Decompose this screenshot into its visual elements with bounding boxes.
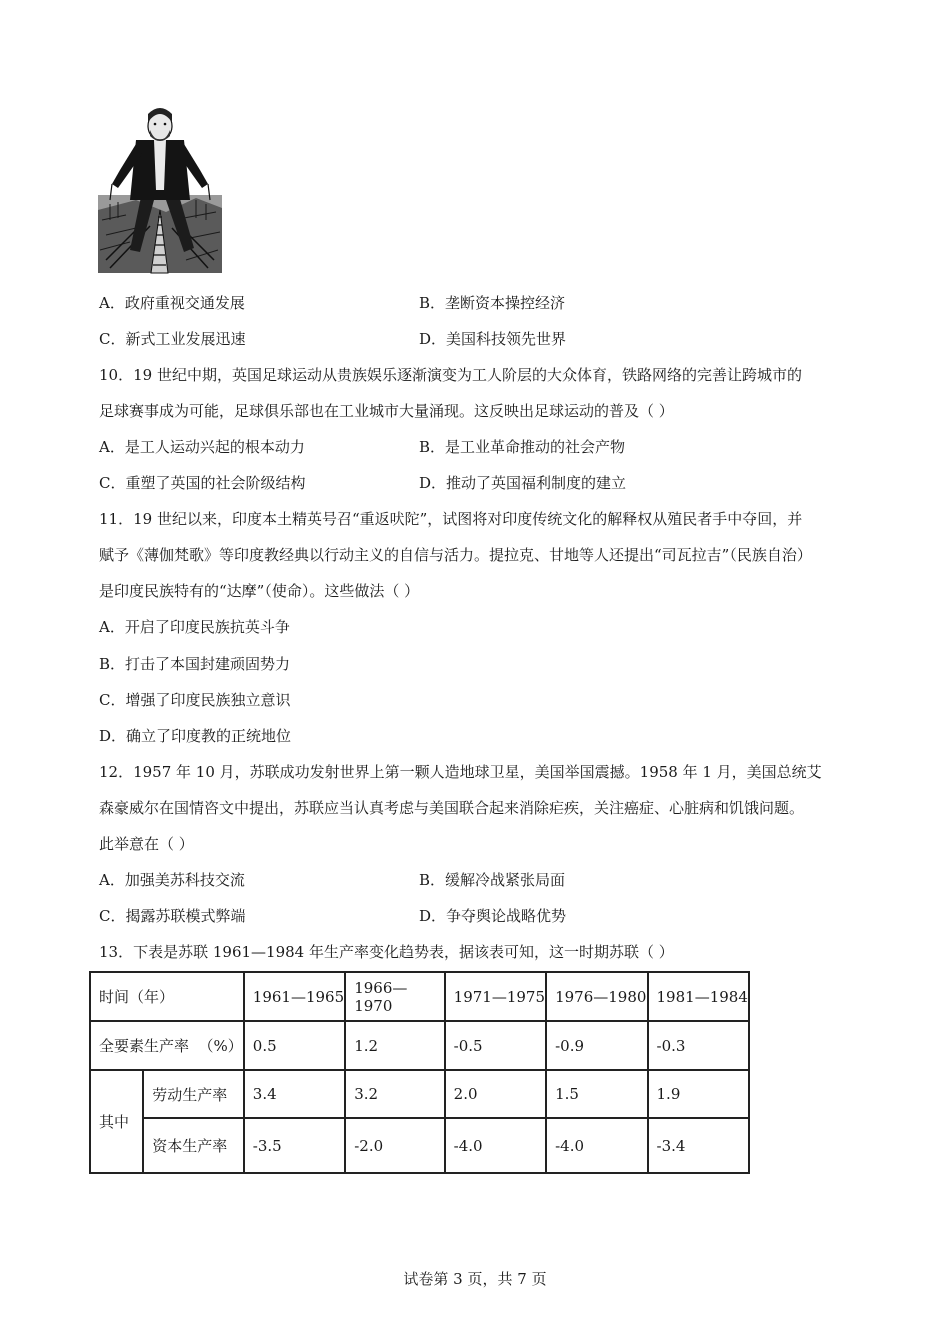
period-cell: 1961—1965 xyxy=(244,972,345,1021)
value-cell: -4.0 xyxy=(546,1118,647,1173)
q12-stem-line2: 森豪威尔在国情咨文中提出，苏联应当认真考虑与美国联合起来消除疟疾，关注癌症、心脏病和饥饿问题。 xyxy=(99,799,805,817)
cartoon-illustration xyxy=(96,100,224,275)
group-label: 其中 xyxy=(90,1070,143,1173)
q12-stem-line1: 12．1957 年 10 月，苏联成功发射世界上第一颗人造地球卫星，美国举国震撼。1958 年 1 月，美国总统艾 xyxy=(99,763,822,781)
q11-stem-line2: 赋予《薄伽梵歌》等印度教经典以行动主义的自信与活力。提拉克、甘地等人还提出“司瓦拉吉”（民族自治） xyxy=(99,546,812,564)
productivity-table xyxy=(89,971,750,1174)
q10-option-a: A．是工人运动兴起的根本动力 xyxy=(99,438,305,456)
value-cell: -3.4 xyxy=(648,1118,749,1173)
q9-option-a: A．政府重视交通发展 xyxy=(99,294,245,312)
value-cell: -0.5 xyxy=(445,1021,546,1070)
header-label: 时间（年） xyxy=(90,972,244,1021)
table-row xyxy=(90,972,749,1021)
q11-stem-line1: 11．19 世纪以来，印度本土精英号召“重返吠陀”，试图将对印度传统文化的解释权从殖民者手中夺回，并 xyxy=(99,510,803,528)
value-cell: -0.9 xyxy=(546,1021,647,1070)
value-cell: 3.2 xyxy=(345,1070,444,1118)
q9-option-d: D．美国科技领先世界 xyxy=(419,330,567,348)
q12-option-d: D．争夺舆论战略优势 xyxy=(419,907,567,925)
q11-option-c: C．增强了印度民族独立意识 xyxy=(99,691,291,709)
period-cell: 1971—1975 xyxy=(445,972,546,1021)
q10-option-b: B．是工业革命推动的社会产物 xyxy=(419,438,626,456)
value-cell: 1.5 xyxy=(546,1070,647,1118)
q10-option-c: C．重塑了英国的社会阶级结构 xyxy=(99,474,306,492)
q11-option-b: B．打击了本国封建顽固势力 xyxy=(99,655,291,673)
q13-stem: 13．下表是苏联 1961—1984 年生产率变化趋势表，据该表可知，这一时期苏联（ ） xyxy=(99,943,674,961)
period-cell: 1966—1970 xyxy=(345,972,444,1021)
q12-option-c: C．揭露苏联模式弊端 xyxy=(99,907,246,925)
q9-option-c: C．新式工业发展迅速 xyxy=(99,330,246,348)
q10-stem-line2: 足球赛事成为可能，足球俱乐部也在工业城市大量涌现。这反映出足球运动的普及（ ） xyxy=(99,402,674,420)
period-cell: 1981—1984 xyxy=(648,972,749,1021)
capital-label: 资本生产率 xyxy=(143,1118,244,1173)
value-cell: -4.0 xyxy=(445,1118,546,1173)
page-footer: 试卷第 3 页，共 7 页 xyxy=(403,1270,547,1288)
value-cell: 2.0 xyxy=(445,1070,546,1118)
value-cell: -0.3 xyxy=(648,1021,749,1070)
value-cell: -3.5 xyxy=(244,1118,345,1173)
q10-stem-line1: 10．19 世纪中期，英国足球运动从贵族娱乐逐渐演变为工人阶层的大众体育，铁路网络的完善让跨城市的 xyxy=(99,366,802,384)
q10-option-d: D．推动了英国福利制度的建立 xyxy=(419,474,627,492)
q12-option-b: B．缓解冷战紧张局面 xyxy=(419,871,566,889)
q9-option-b: B．垄断资本操控经济 xyxy=(419,294,566,312)
q12-option-a: A．加强美苏科技交流 xyxy=(99,871,245,889)
q11-option-a: A．开启了印度民族抗英斗争 xyxy=(99,618,290,636)
table-row xyxy=(90,1021,749,1070)
value-cell: 0.5 xyxy=(244,1021,345,1070)
value-cell: -2.0 xyxy=(345,1118,444,1173)
q11-option-d: D．确立了印度教的正统地位 xyxy=(99,727,292,745)
q12-stem-line3: 此举意在（ ） xyxy=(99,835,194,853)
period-cell: 1976—1980 xyxy=(546,972,647,1021)
total-label: 全要素生产率 （%） xyxy=(90,1021,244,1070)
table-row xyxy=(90,1070,749,1118)
table-row xyxy=(90,1118,749,1173)
q11-stem-line3: 是印度民族特有的“达摩”（使命）。这些做法（ ） xyxy=(99,582,420,600)
value-cell: 3.4 xyxy=(244,1070,345,1118)
value-cell: 1.2 xyxy=(345,1021,444,1070)
labor-label: 劳动生产率 xyxy=(143,1070,244,1118)
value-cell: 1.9 xyxy=(648,1070,749,1118)
